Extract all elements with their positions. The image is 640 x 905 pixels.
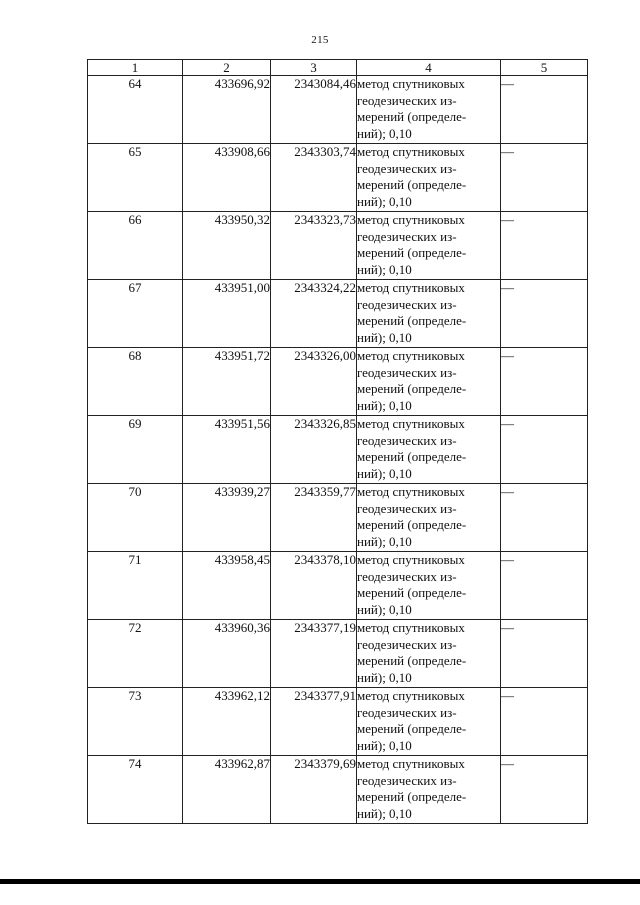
column-header-2: 2 (183, 60, 271, 76)
method-line: мерений (определе- (357, 381, 467, 397)
x-coordinate-cell: 433958,45 (183, 552, 271, 620)
coordinates-table (87, 59, 588, 824)
method-cell (357, 620, 501, 688)
method-line: ний); 0,10 (357, 193, 412, 209)
method-line: метод спутниковых (357, 144, 465, 159)
method-cell (357, 484, 501, 552)
note-cell: — (501, 688, 588, 756)
x-coordinate-cell: 433951,00 (183, 280, 271, 348)
method-line: мерений (определе- (357, 653, 467, 669)
table-row (88, 688, 588, 756)
note-cell: — (501, 280, 588, 348)
method-line: мерений (определе- (357, 449, 467, 465)
note-cell: — (501, 144, 588, 212)
note-cell: — (501, 348, 588, 416)
x-coordinate-cell: 433908,66 (183, 144, 271, 212)
point-number-cell: 64 (88, 76, 183, 144)
point-number-cell: 68 (88, 348, 183, 416)
method-line: ний); 0,10 (357, 805, 412, 821)
page-number: 215 (311, 34, 329, 46)
column-header-5: 5 (501, 60, 588, 76)
point-number-cell: 67 (88, 280, 183, 348)
note-cell: — (501, 552, 588, 620)
column-header-4: 4 (357, 60, 501, 76)
point-number-cell: 74 (88, 756, 183, 824)
x-coordinate-cell: 433950,32 (183, 212, 271, 280)
method-line: ний); 0,10 (357, 125, 412, 141)
method-line: геодезических из- (357, 772, 457, 788)
method-cell (357, 348, 501, 416)
y-coordinate-cell: 2343324,22 (271, 280, 357, 348)
x-coordinate-cell: 433960,36 (183, 620, 271, 688)
method-cell (357, 416, 501, 484)
point-number-cell: 69 (88, 416, 183, 484)
table-row (88, 348, 588, 416)
x-coordinate-cell: 433962,12 (183, 688, 271, 756)
table-row (88, 212, 588, 280)
note-cell: — (501, 416, 588, 484)
method-line: ний); 0,10 (357, 601, 412, 617)
method-line: метод спутниковых (357, 280, 465, 295)
table-row (88, 416, 588, 484)
method-line: метод спутниковых (357, 484, 465, 499)
method-cell (357, 756, 501, 824)
method-line: метод спутниковых (357, 620, 465, 635)
method-line: метод спутниковых (357, 348, 465, 363)
table-row (88, 756, 588, 824)
point-number-cell: 65 (88, 144, 183, 212)
y-coordinate-cell: 2343084,46 (271, 76, 357, 144)
table-row (88, 484, 588, 552)
method-line: геодезических из- (357, 228, 457, 244)
bottom-rule (0, 879, 640, 884)
point-number-cell: 70 (88, 484, 183, 552)
column-header-3: 3 (271, 60, 357, 76)
method-line: геодезических из- (357, 364, 457, 380)
method-line: геодезических из- (357, 92, 457, 108)
table-row (88, 144, 588, 212)
method-line: ний); 0,10 (357, 465, 412, 481)
x-coordinate-cell: 433951,72 (183, 348, 271, 416)
method-cell (357, 212, 501, 280)
x-coordinate-cell: 433962,87 (183, 756, 271, 824)
note-cell: — (501, 76, 588, 144)
y-coordinate-cell: 2343379,69 (271, 756, 357, 824)
method-line: метод спутниковых (357, 76, 465, 91)
method-cell (357, 76, 501, 144)
y-coordinate-cell: 2343326,00 (271, 348, 357, 416)
table-row (88, 552, 588, 620)
method-line: ний); 0,10 (357, 261, 412, 277)
method-line: геодезических из- (357, 432, 457, 448)
method-line: ний); 0,10 (357, 669, 412, 685)
method-line: мерений (определе- (357, 245, 467, 261)
method-line: мерений (определе- (357, 177, 467, 193)
method-cell (357, 280, 501, 348)
method-line: мерений (определе- (357, 585, 467, 601)
y-coordinate-cell: 2343377,19 (271, 620, 357, 688)
method-line: метод спутниковых (357, 552, 465, 567)
method-line: мерений (определе- (357, 109, 467, 125)
method-line: мерений (определе- (357, 517, 467, 533)
table-row (88, 280, 588, 348)
x-coordinate-cell: 433951,56 (183, 416, 271, 484)
point-number-cell: 66 (88, 212, 183, 280)
y-coordinate-cell: 2343303,74 (271, 144, 357, 212)
method-line: метод спутниковых (357, 212, 465, 227)
note-cell: — (501, 620, 588, 688)
method-line: ний); 0,10 (357, 737, 412, 753)
method-line: метод спутниковых (357, 416, 465, 431)
method-line: ний); 0,10 (357, 329, 412, 345)
table-row (88, 76, 588, 144)
y-coordinate-cell: 2343359,77 (271, 484, 357, 552)
method-line: геодезических из- (357, 704, 457, 720)
method-line: мерений (определе- (357, 789, 467, 805)
method-line: ний); 0,10 (357, 533, 412, 549)
note-cell: — (501, 484, 588, 552)
method-line: геодезических из- (357, 160, 457, 176)
point-number-cell: 73 (88, 688, 183, 756)
y-coordinate-cell: 2343326,85 (271, 416, 357, 484)
method-line: мерений (определе- (357, 721, 467, 737)
method-line: геодезических из- (357, 568, 457, 584)
method-line: геодезических из- (357, 296, 457, 312)
method-line: метод спутниковых (357, 756, 465, 771)
method-cell (357, 688, 501, 756)
x-coordinate-cell: 433696,92 (183, 76, 271, 144)
x-coordinate-cell: 433939,27 (183, 484, 271, 552)
method-line: метод спутниковых (357, 688, 465, 703)
y-coordinate-cell: 2343378,10 (271, 552, 357, 620)
note-cell: — (501, 756, 588, 824)
column-header-1: 1 (88, 60, 183, 76)
method-line: ний); 0,10 (357, 397, 412, 413)
table-row (88, 620, 588, 688)
y-coordinate-cell: 2343323,73 (271, 212, 357, 280)
point-number-cell: 72 (88, 620, 183, 688)
method-cell (357, 144, 501, 212)
y-coordinate-cell: 2343377,91 (271, 688, 357, 756)
method-line: геодезических из- (357, 636, 457, 652)
point-number-cell: 71 (88, 552, 183, 620)
method-line: геодезических из- (357, 500, 457, 516)
table-header-row (88, 60, 588, 76)
method-line: мерений (определе- (357, 313, 467, 329)
note-cell: — (501, 212, 588, 280)
method-cell (357, 552, 501, 620)
